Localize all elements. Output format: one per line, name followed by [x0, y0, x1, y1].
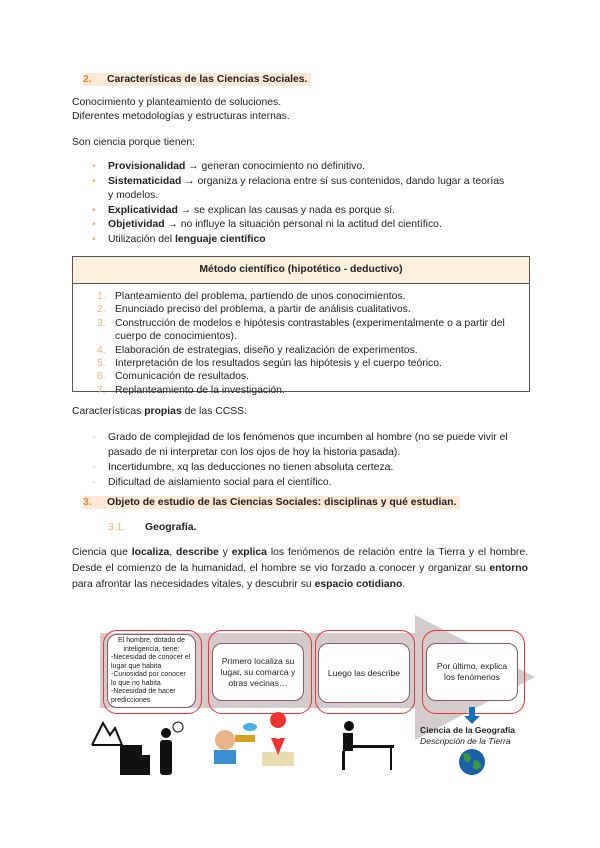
list-item: 1. Planteamiento del problema, partiendo de unos conocimientos. [97, 291, 406, 302]
list-item: • Provisionalidad → generan conocimiento no definitivo. [92, 160, 512, 175]
globe-icon [459, 749, 485, 775]
map-pin-icon [262, 712, 294, 766]
list-item: 5. Interpretación de los resultados según las hipótesis y el cuerpo teórico. [97, 358, 442, 370]
list-item: • Utilización del lenguaje científico [92, 233, 512, 248]
list-item: - Grado de complejidad de los fenómenos que incumben al hombre (no se puede vivir el pasado de ni interpretar con los ojos de hoy la historia pasada). [92, 430, 532, 460]
step-4-box: Por último, explica los fenómenos [426, 643, 518, 701]
section-title: Características de las Ciencias Sociales. [107, 74, 308, 85]
intro-line: Diferentes metodologías y estructuras internas. [72, 111, 290, 122]
method-title: Método científico (hipotético - deductivo) [73, 257, 529, 284]
list-item: • Objetividad → no influye la situación personal ni la actitud del científico. [92, 218, 512, 233]
list-item: 3. Construcción de modelos e hipótesis contrastables (experimentalmente o a partir del cuerpo de conocimientos). [97, 317, 505, 343]
step-3-box: Luego las describe [318, 643, 410, 703]
step-1-box: El hombre, dotado de inteligencia, tiene: -Necesidad de conocer el lugar que habita -Curiosidad por conocer lo que no habita -Necesidad de hacer predicciones [107, 634, 196, 708]
buildings-icon [120, 745, 150, 775]
person-at-desk-icon [342, 721, 394, 770]
list-item: • Sistematicidad → organiza y relaciona entre sí sus contenidos, dando lugar a teorías y modelos. [92, 175, 512, 204]
section-31-heading: 3.1. Geografía. [108, 522, 197, 533]
own-lead: Características propias de las CCSS: [72, 406, 247, 417]
list-item: • Explicatividad → se explican las causas y nada es porque sí. [92, 204, 512, 219]
intro-line: Conocimiento y planteamiento de soluciones. [72, 97, 282, 108]
science-lead: Son ciencia porque tienen: [72, 137, 196, 148]
list-item: - Dificultad de aislamiento social para el científico. [92, 475, 532, 490]
list-item: 4. Elaboración de estrategias, diseño y realización de experimentos. [97, 344, 418, 356]
step-2-box: Primero localiza su lugar, su comarca y otras vecinas… [212, 643, 304, 701]
list-item: 7. Replanteamiento de la investigación. [97, 384, 285, 396]
explorer-icon [214, 723, 257, 764]
list-item: 6. Comunicación de resultados. [97, 371, 249, 383]
geography-result: Ciencia de la Geografía Descripción de la Tierra [420, 725, 516, 746]
section-3-heading: 3. Objeto de estudio de las Ciencias Sociales: disciplinas y qué estudian. [83, 497, 460, 508]
list-item: - Incertidumbre, xq las deducciones no tienen absoluta certeza. [92, 460, 532, 475]
list-item: 2. Enunciado preciso del problema, a partir de análisis cualitativos. [97, 304, 411, 316]
geography-paragraph: Ciencia que localiza, describe y explica los fenómenos de relación entre la Tierra y el hombre. Desde el comienzo de la humanidad, el hombre se vio forzado a conocer y organizar su entorno para afrontar las necesidades vitales, y descubrir su espacio cotidiano. [72, 547, 528, 590]
mountain-icon [92, 723, 122, 745]
down-arrow-icon [464, 707, 480, 724]
thinking-person-icon [160, 722, 183, 775]
section-number: 2. [83, 74, 92, 85]
